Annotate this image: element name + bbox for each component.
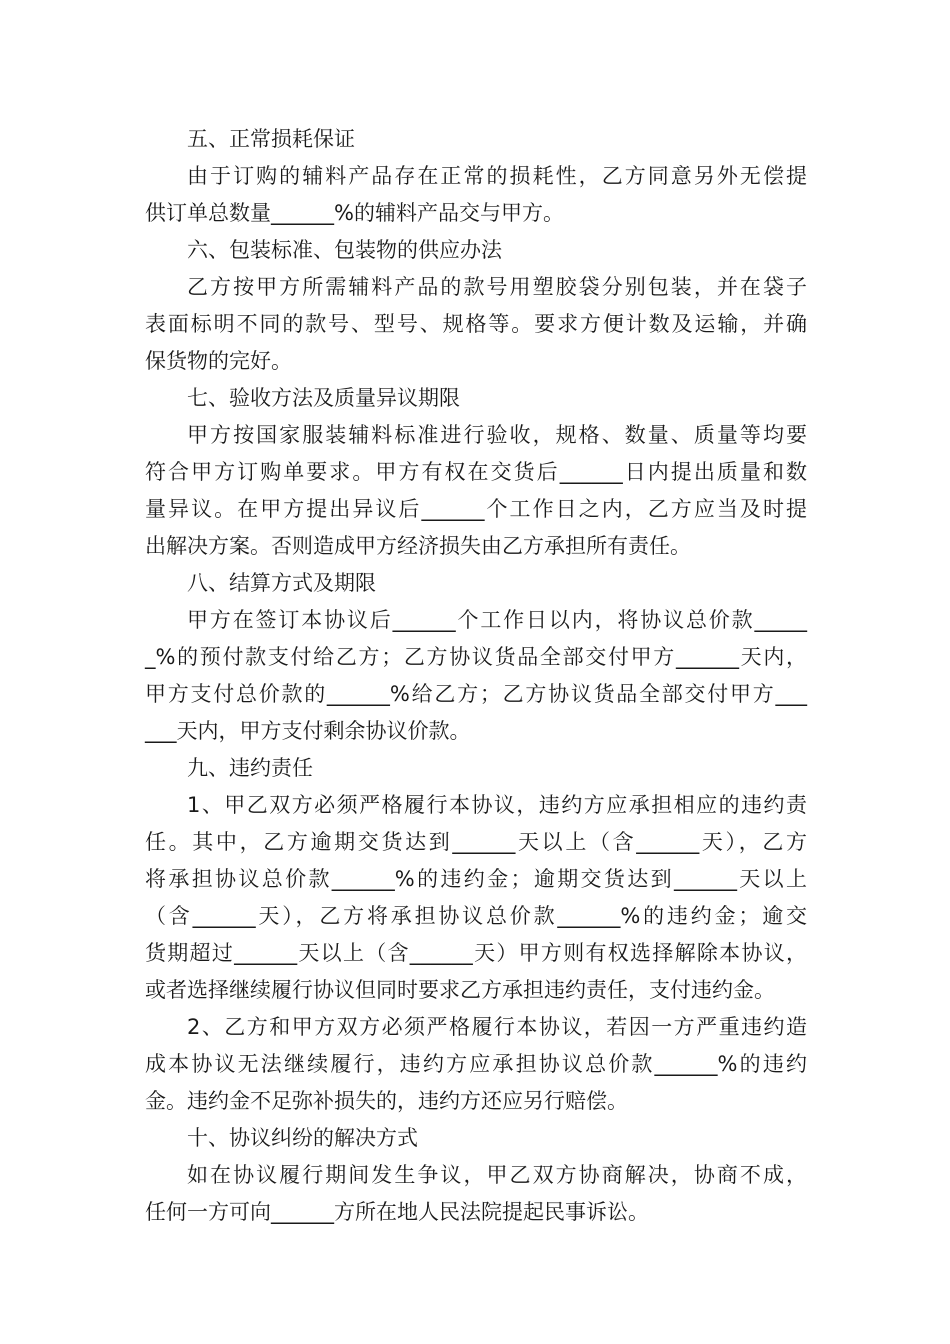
- paragraph-line: 将承担协议总价款______%的违约金；逾期交货达到______天以上: [145, 867, 807, 891]
- paragraph-line: （含______天），乙方将承担协议总价款______%的违约金；逾交: [145, 904, 807, 928]
- paragraph-line: 甲方在签订本协议后______个工作日以内，将协议总价款_____: [187, 608, 807, 632]
- paragraph-line: 货期超过______天以上（含______天）甲方则有权选择解除本协议，: [145, 941, 807, 965]
- paragraph-line: 2、乙方和甲方双方必须严格履行本协议，若因一方严重违约造: [187, 1015, 807, 1039]
- paragraph-line: 供订单总数量______%的辅料产品交与甲方。: [145, 201, 564, 225]
- section-heading: 六、包装标准、包装物的供应办法: [187, 238, 502, 262]
- paragraph-line: 出解决方案。否则造成甲方经济损失由乙方承担所有责任。: [145, 534, 691, 558]
- paragraph-line: 甲方按国家服装辅料标准进行验收，规格、数量、质量等均要: [187, 423, 807, 447]
- paragraph-line: 符合甲方订购单要求。甲方有权在交货后______日内提出质量和数: [145, 460, 807, 484]
- section-heading: 五、正常损耗保证: [187, 127, 355, 151]
- section-heading: 七、验收方法及质量异议期限: [187, 386, 460, 410]
- paragraph-line: 成本协议无法继续履行，违约方应承担协议总价款______%的违约: [145, 1052, 807, 1076]
- paragraph-line: 金。违约金不足弥补损失的，违约方还应另行赔偿。: [145, 1089, 628, 1113]
- section-heading: 十、协议纠纷的解决方式: [187, 1126, 418, 1150]
- paragraph-line: 保货物的完好。: [145, 349, 292, 373]
- section-heading: 九、违约责任: [187, 756, 313, 780]
- paragraph-line: 或者选择继续履行协议但同时要求乙方承担违约责任，支付违约金。: [145, 978, 775, 1002]
- paragraph-line: 乙方按甲方所需辅料产品的款号用塑胶袋分别包装，并在袋子: [187, 275, 807, 299]
- paragraph-line: 甲方支付总价款的______%给乙方；乙方协议货品全部交付甲方___: [145, 682, 807, 706]
- paragraph-line: 1、甲乙双方必须严格履行本协议，违约方应承担相应的违约责: [187, 793, 807, 817]
- paragraph-line: 如在协议履行期间发生争议，甲乙双方协商解决，协商不成，: [187, 1163, 807, 1187]
- section-heading: 八、结算方式及期限: [187, 571, 376, 595]
- paragraph-line: ___天内，甲方支付剩余协议价款。: [145, 719, 471, 743]
- paragraph-line: 任何一方可向______方所在地人民法院提起民事诉讼。: [145, 1200, 649, 1224]
- paragraph-line: _%的预付款支付给乙方；乙方协议货品全部交付甲方______天内，: [145, 645, 807, 669]
- paragraph-line: 由于订购的辅料产品存在正常的损耗性，乙方同意另外无偿提: [187, 164, 807, 188]
- document-body: [145, 121, 807, 1231]
- paragraph-line: 任。其中，乙方逾期交货达到______天以上（含______天），乙方: [145, 830, 807, 854]
- paragraph-line: 表面标明不同的款号、型号、规格等。要求方便计数及运输，并确: [145, 312, 807, 336]
- paragraph-line: 量异议。在甲方提出异议后______个工作日之内，乙方应当及时提: [145, 497, 807, 521]
